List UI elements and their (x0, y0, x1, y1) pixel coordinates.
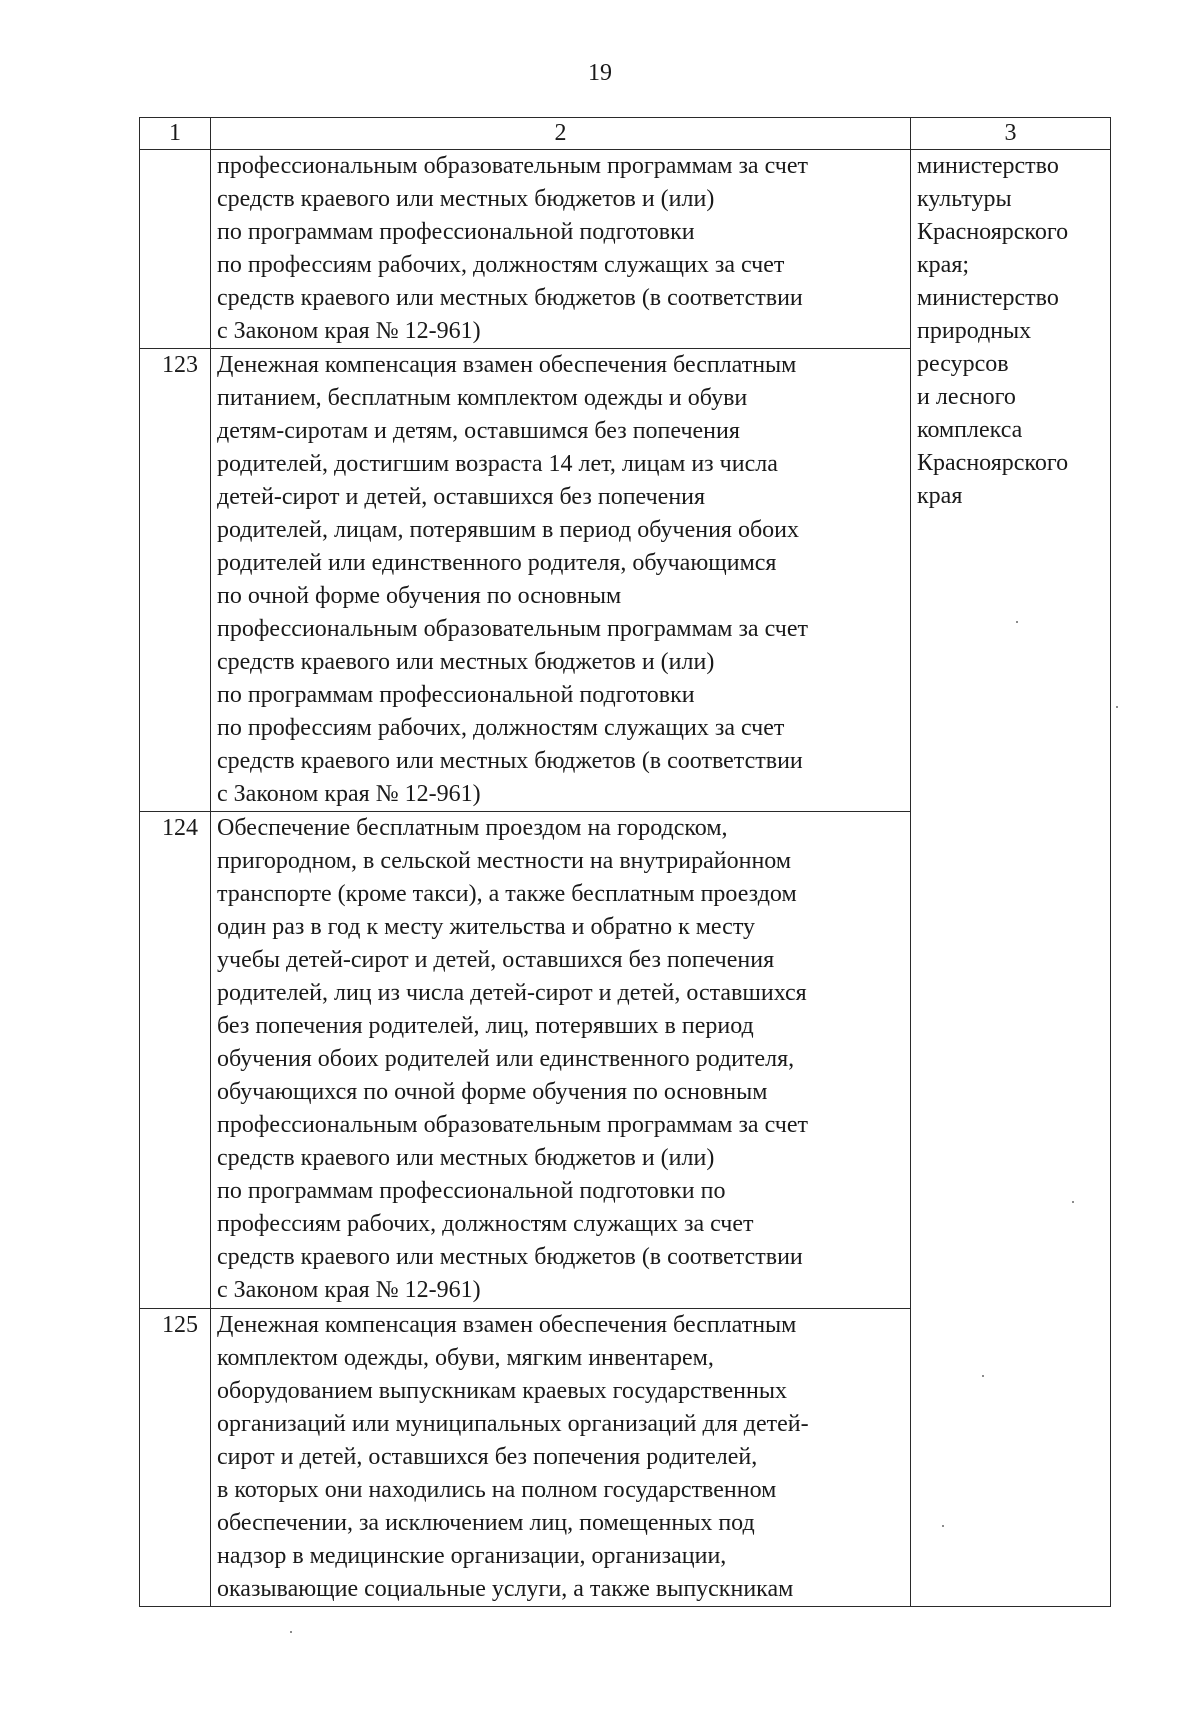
description-line: родителей, лиц из числа детей-сирот и детей, оставшихся (217, 980, 807, 1006)
agency-line: культуры (917, 186, 1012, 212)
scan-speck (290, 1631, 292, 1633)
row-number: 125 (140, 1309, 211, 1607)
page-number: 19 (588, 60, 612, 86)
description-line: обучения обоих родителей или единственного родителя, (217, 1046, 795, 1072)
description-line: комплектом одежды, обуви, мягким инвентарем, (217, 1345, 714, 1371)
table-header-row (140, 118, 1111, 150)
description-line: по программам профессиональной подготовки (217, 219, 695, 245)
description-line: родителей или единственного родителя, обучающимся (217, 550, 777, 576)
row-number: 124 (140, 812, 211, 1309)
description-line: Обеспечение бесплатным проездом на городском, (217, 815, 728, 841)
agency-line: Красноярского (917, 450, 1069, 476)
description-line: организаций или муниципальных организаций для детей- (217, 1411, 809, 1437)
scan-speck (942, 1525, 944, 1527)
scan-speck (1072, 1201, 1074, 1203)
description-line: сирот и детей, оставшихся без попечения родителей, (217, 1444, 758, 1470)
description-line: оборудованием выпускникам краевых государственных (217, 1378, 787, 1404)
description-line: с Законом края № 12-961) (217, 1277, 481, 1303)
description-line: пригородном, в сельской местности на внутрирайонном (217, 848, 792, 874)
description-line: средств краевого или местных бюджетов и (или) (217, 649, 715, 675)
description-line: по очной форме обучения по основным (217, 583, 622, 609)
description-line: обучающихся по очной форме обучения по основным (217, 1079, 768, 1105)
table-row-continuation (140, 150, 1111, 349)
description-line: средств краевого или местных бюджетов (в соответствии (217, 748, 803, 774)
description-line: родителей, достигшим возраста 14 лет, лицам из числа (217, 451, 778, 477)
description-line: профессиональным образовательным программам за счет (217, 1112, 808, 1138)
description-line: с Законом края № 12-961) (217, 318, 481, 344)
column-header-2: 2 (211, 118, 911, 150)
description-line: транспорте (кроме такси), а также бесплатным проездом (217, 881, 797, 907)
description-line: по профессиям рабочих, должностям служащих за счет (217, 252, 785, 278)
row-number: 123 (140, 349, 211, 812)
agency-line: и лесного (917, 384, 1016, 410)
description-line: профессиональным образовательным программам за счет (217, 153, 808, 179)
description-line: с Законом края № 12-961) (217, 781, 481, 807)
description-line: Денежная компенсация взамен обеспечения бесплатным (217, 1312, 797, 1338)
description-line: без попечения родителей, лиц, потерявших в период (217, 1013, 754, 1039)
row-number (140, 150, 211, 349)
description-line: детям-сиротам и детям, оставшимся без попечения (217, 418, 740, 444)
agency-line: края (917, 483, 963, 509)
description-line: по программам профессиональной подготовки (217, 682, 695, 708)
agency-line: министерство (917, 285, 1059, 311)
agency-line: края; (917, 252, 970, 278)
scan-speck (1116, 706, 1118, 708)
description-line: обеспечении, за исключением лиц, помещенных под (217, 1510, 755, 1536)
description-line: детей-сирот и детей, оставшихся без попечения (217, 484, 706, 510)
description-line: профессиям рабочих, должностям служащих за счет (217, 1211, 754, 1237)
document-table (139, 117, 1111, 1607)
description-line: средств краевого или местных бюджетов (в соответствии (217, 1244, 803, 1270)
agency-line: природных (917, 318, 1032, 344)
description-line: по профессиям рабочих, должностям служащих за счет (217, 715, 785, 741)
scan-speck (982, 1375, 984, 1377)
row-description (211, 349, 911, 812)
description-line: оказывающие социальные услуги, а также выпускникам (217, 1576, 794, 1602)
agency-line: Красноярского (917, 219, 1069, 245)
agency-line: ресурсов (917, 351, 1009, 377)
description-line: питанием, бесплатным комплектом одежды и обуви (217, 385, 748, 411)
description-line: надзор в медицинские организации, организации, (217, 1543, 727, 1569)
column-header-1: 1 (140, 118, 211, 150)
description-line: один раз в год к месту жительства и обратно к месту (217, 914, 755, 940)
description-line: по программам профессиональной подготовки по (217, 1178, 726, 1204)
row-description (211, 150, 911, 349)
agency-line: министерство (917, 153, 1059, 179)
responsible-agency-cell (911, 150, 1111, 1607)
description-line: Денежная компенсация взамен обеспечения бесплатным (217, 352, 797, 378)
description-line: средств краевого или местных бюджетов и (или) (217, 186, 715, 212)
description-line: в которых они находились на полном государственном (217, 1477, 777, 1503)
description-line: средств краевого или местных бюджетов (в соответствии (217, 285, 803, 311)
description-line: учебы детей-сирот и детей, оставшихся без попечения (217, 947, 775, 973)
description-line: средств краевого или местных бюджетов и (или) (217, 1145, 715, 1171)
scan-speck (1016, 621, 1018, 623)
agency-line: комплекса (917, 417, 1023, 443)
description-line: профессиональным образовательным программам за счет (217, 616, 808, 642)
row-description (211, 812, 911, 1309)
column-header-3: 3 (911, 118, 1111, 150)
description-line: родителей, лицам, потерявшим в период обучения обоих (217, 517, 800, 543)
row-description (211, 1309, 911, 1607)
